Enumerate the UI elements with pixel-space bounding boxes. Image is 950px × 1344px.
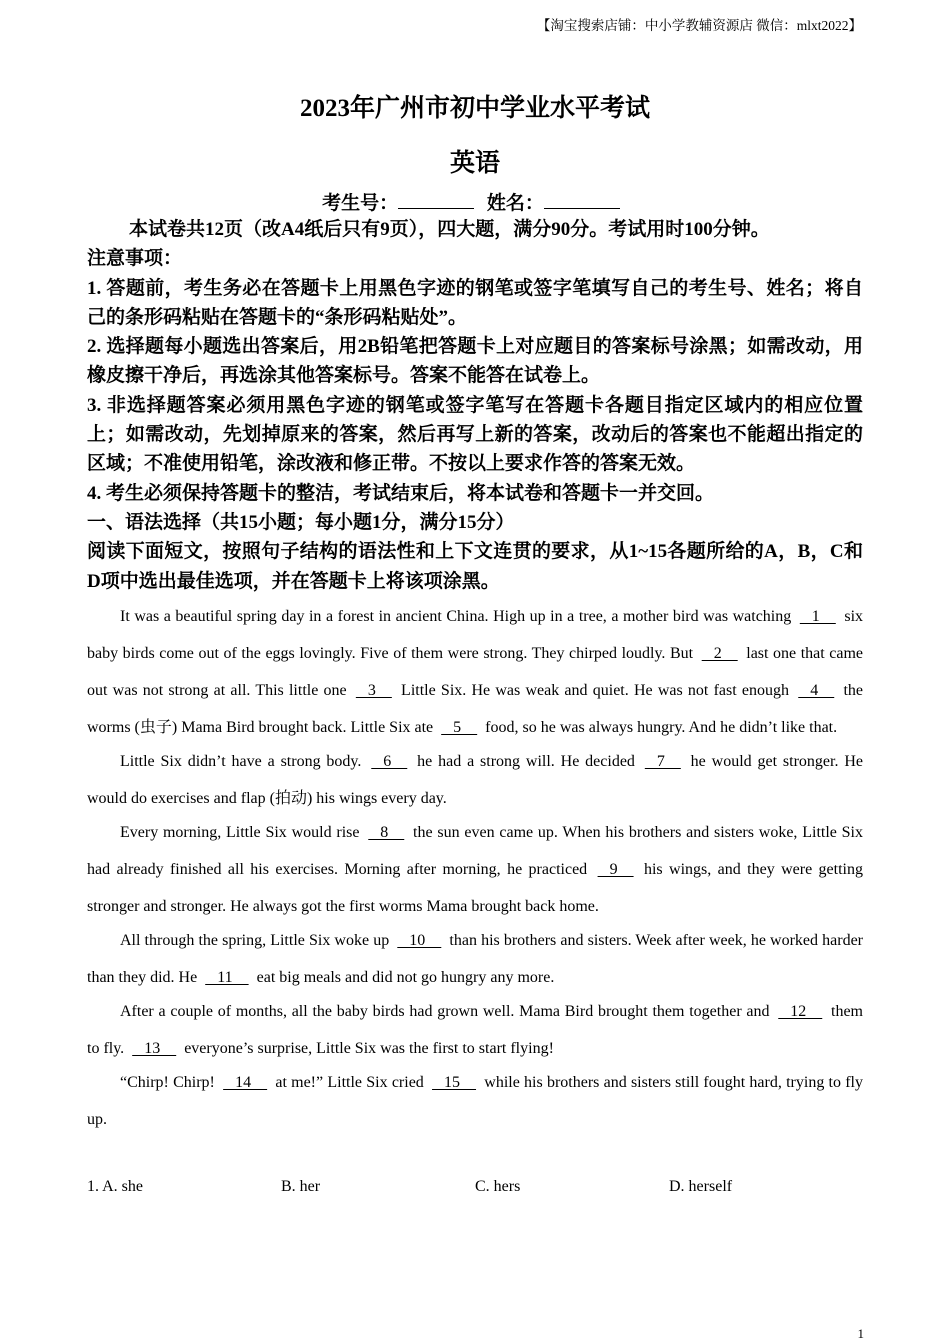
main-content (87, 215, 863, 1138)
passage-text: It was a beautiful spring day in a forest in ancient China. High up in a tree, a mother bird was watching (120, 607, 796, 625)
question-1-options (87, 1178, 863, 1202)
blank-3: 3 (355, 681, 392, 699)
passage-text: than his brothers and sisters. Week after week, he worked harder than they did. He (87, 931, 863, 986)
passage-text: his wings, and they were getting stronger and stronger. He always got the first worms Mama brought back home. (87, 860, 863, 915)
blank-8: 8 (368, 823, 405, 841)
student-id-line (0, 188, 950, 215)
section-instruction: 阅读下面短文，按照句子结构的语法性和上下文连贯的要求，从1~15各题所给的A，B，C和D项中选出最佳选项，并在答题卡上将该项涂黑。 (87, 541, 863, 592)
student-no-label: 考生号： (322, 193, 399, 214)
passage-text: them to fly. (87, 1002, 863, 1057)
note-item: 1. 答题前，考生务必在答题卡上用黑色字迹的钢笔或签字笔填写自己的考生号、姓名；将自己的条形码粘贴在答题卡的“条形码粘贴处”。 (87, 277, 863, 328)
subject-title: 英语 (449, 150, 500, 177)
header-shop-note: 【淘宝搜索店铺：中小学教辅资源店 微信：mlxt2022】 (536, 18, 862, 33)
passage-text: eat big meals and did not go hungry any more. (252, 968, 555, 986)
note-item: 2. 选择题每小题选出答案后，用2B铅笔把答题卡上对应题目的答案标号涂黑；如需改动，用橡皮擦干净后，再选涂其他答案标号。答案不能答在试卷上。 (87, 336, 863, 387)
notes-heading: 注意事项： (87, 248, 183, 270)
name-field[interactable] (544, 190, 620, 209)
passage-paragraph-5 (87, 993, 863, 1067)
passage-text: “Chirp! Chirp! (120, 1073, 220, 1091)
section-title: 一、语法选择（共15小题；每小题1分，满分15分） (87, 511, 515, 533)
blank-2: 2 (701, 644, 738, 662)
passage-text: the sun even came up. When his brothers and sisters woke, Little Six had already finished all his exercises. Morning after morning, he practiced (87, 823, 864, 878)
exam-intro: 本试卷共12页（改A4纸后只有9页），四大题，满分90分。考试用时100分钟。 (129, 219, 770, 240)
passage-paragraph-4 (87, 922, 863, 996)
name-label: 姓名： (486, 193, 544, 214)
blank-9: 9 (597, 860, 634, 878)
passage-text: last one that came out was not strong at all. This little one (87, 644, 864, 699)
option-c: C. hers (475, 1178, 521, 1195)
passage-text: everyone’s surprise, Little Six was the first to start flying! (180, 1039, 554, 1057)
student-no-field[interactable] (398, 190, 474, 209)
blank-11: 11 (205, 968, 249, 986)
passage-text: he had a strong will. He decided (411, 752, 641, 770)
passage-text: the worms (虫子) Mama Bird brought back. Little Six ate (87, 681, 863, 736)
blank-1: 1 (799, 607, 836, 625)
blank-10: 10 (397, 931, 442, 949)
passage-text: Every morning, Little Six would rise (120, 823, 365, 841)
passage-text: Little Six. He was weak and quiet. He was not fast enough (395, 681, 795, 699)
note-item: 3. 非选择题答案必须用黑色字迹的钢笔或签字笔写在答题卡各题目指定区域内的相应位置上；如需改动，先划掉原来的答案，然后再写上新的答案，改动后的答案也不能超出指定的区域；不准使用铅笔，涂改液和修正带。不按以上要求作答的答案无效。 (87, 394, 863, 475)
passage-text: Little Six didn’t have a strong body. (120, 752, 368, 770)
blank-6: 6 (371, 752, 408, 770)
passage-text: while his brothers and sisters still fought hard, trying to fly up. (87, 1073, 863, 1128)
passage-text: at me!” Little Six cried (271, 1073, 429, 1091)
option-a: 1. A. she (87, 1178, 143, 1195)
reading-passage (87, 598, 863, 1138)
blank-12: 12 (778, 1002, 823, 1020)
option-b: B. her (281, 1178, 321, 1195)
blank-15: 15 (432, 1073, 477, 1091)
page-number: 1 (857, 1326, 864, 1341)
blank-4: 4 (798, 681, 835, 699)
passage-text: he would get stronger. He would do exercises and flap (拍动) his wings every day. (87, 752, 863, 807)
passage-paragraph-3 (87, 814, 863, 925)
passage-text: six baby birds come out of the eggs lovingly. Five of them were strong. They chirped loudly. But (87, 607, 864, 662)
blank-5: 5 (441, 718, 478, 736)
passage-text: After a couple of months, all the baby birds had grown well. Mama Bird brought them together and (120, 1002, 775, 1020)
blank-14: 14 (223, 1073, 268, 1091)
passage-paragraph-2 (87, 743, 863, 817)
blank-7: 7 (644, 752, 681, 770)
passage-text: All through the spring, Little Six woke up (120, 931, 394, 949)
note-item: 4. 考生必须保持答题卡的整洁，考试结束后，将本试卷和答题卡一并交回。 (87, 482, 715, 504)
blank-13: 13 (132, 1039, 177, 1057)
exam-title: 2023年广州市初中学业水平考试 (299, 95, 650, 122)
option-d: D. herself (669, 1178, 733, 1195)
passage-text: food, so he was always hungry. And he didn’t like that. (481, 718, 838, 736)
passage-paragraph-6 (87, 1064, 863, 1138)
passage-paragraph-1 (87, 598, 863, 746)
